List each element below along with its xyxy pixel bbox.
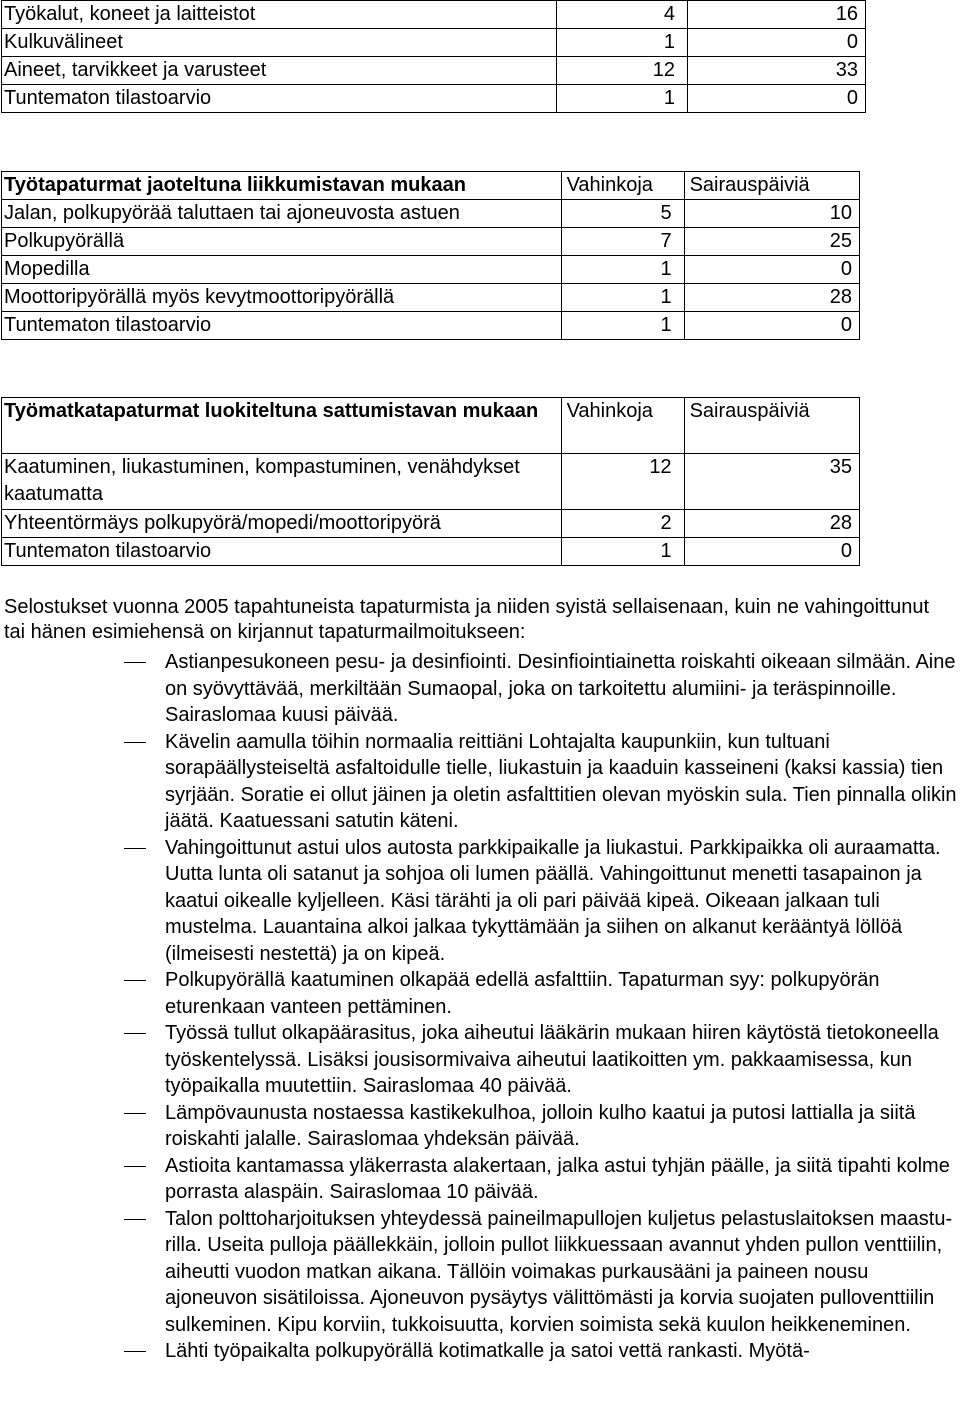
list-item-text: Lämpövaunusta nostaessa kastikekulhoa, jolloin kulho kaatui ja putosi lattialla ja siitä roiskahti jalalle. Sairaslomaa yhdeksän päivää.: [165, 1101, 916, 1150]
column-header-sick-days: Sairauspäiviä: [684, 172, 859, 200]
movement-accident-table: [1, 171, 860, 340]
injuries-value: 12: [561, 454, 684, 510]
accident-descriptions-list: [0, 649, 960, 1365]
dash-bullet: [124, 662, 146, 663]
row-label: Mopedilla: [2, 256, 562, 284]
list-item-text: Astianpesukoneen pesu- ja desinfiointi. Desinfiointiainetta roiskahti oikeaan silmään. Aine on syövyttävää, merkiltään Sumaopal, joka on tarkoitettu alumiini- ja teräspinnoille. Sairaslomaa kuusi päivää.: [165, 651, 956, 726]
list-item: [0, 1020, 960, 1100]
dash-bullet: [124, 848, 146, 849]
injuries-value: 1: [561, 256, 684, 284]
row-label: Kaatuminen, liukastuminen, kompastuminen, venähdykset kaatumatta: [2, 454, 562, 510]
table-row: [2, 454, 860, 510]
row-label: Jalan, polkupyörää taluttaen tai ajoneuvosta astuen: [2, 200, 562, 228]
dash-bullet: [124, 980, 146, 981]
injuries-value: 12: [557, 57, 688, 85]
table-row: [2, 256, 860, 284]
table-row: [2, 284, 860, 312]
sick-days-value: 10: [684, 200, 859, 228]
sick-days-value: 35: [684, 454, 859, 510]
list-item: [0, 1100, 960, 1153]
sick-days-value: 0: [684, 256, 859, 284]
row-label: Tuntematon tilastoarvio: [2, 312, 562, 340]
injuries-value: 1: [561, 284, 684, 312]
sick-days-value: 28: [684, 284, 859, 312]
row-label: Moottoripyörällä myös kevytmoottoripyörällä: [2, 284, 562, 312]
row-label: Kulkuvälineet: [2, 29, 557, 57]
descriptions-intro: Selostukset vuonna 2005 tapahtuneista tapaturmista ja niiden syistä sellaisenaan, kuin ne vahingoittunut tai hänen esimiehensä on kirjannut tapaturmailmoitukseen:: [4, 596, 930, 643]
list-item: [0, 1338, 960, 1365]
list-item: [0, 1153, 960, 1206]
dash-bullet: [124, 742, 146, 743]
row-label: Polkupyörällä: [2, 228, 562, 256]
commute-accident-table: [1, 397, 860, 566]
list-item: [0, 967, 960, 1020]
tools-accident-table: [1, 0, 866, 113]
sick-days-value: 0: [684, 312, 859, 340]
injuries-value: 1: [557, 29, 688, 57]
injuries-value: 7: [561, 228, 684, 256]
list-item-text: Talon polttoharjoituksen yhteydessä paineilmapullojen kuljetus pelastuslaitoksen maasturilla. Useita pulloja päällekkäin, jolloin pullot liikkuessaan avannut yhden pullon venttiilin, aiheutti vuodon matkan aikana. Tällöin voimakas purkausääni ja paineen nousu ajoneuvon sisätiloissa. Ajoneuvon pysäytys välittömästi ja korvia suojaten pulloventtiilin sulkeminen. Kipu korviin, tukkoisuutta, korvien soimista sekä kuulon heikkeneminen.: [165, 1207, 953, 1336]
dash-bullet: [124, 1033, 146, 1034]
row-label: Yhteentörmäys polkupyörä/mopedi/moottoripyörä: [2, 510, 562, 538]
sick-days-value: 28: [684, 510, 859, 538]
injuries-value: 5: [561, 200, 684, 228]
list-item: [0, 1206, 960, 1339]
injuries-value: 2: [561, 510, 684, 538]
list-item-text: Työssä tullut olkapäärasitus, joka aiheutui lääkärin mukaan hiiren käytöstä tietokoneella työskentelyssä. Lisäksi jousisormivaiva aiheutui laatikoitten ym. pakkaamisessa, kun työpaikalla muutettiin. Sairaslomaa 40 päivää.: [165, 1022, 939, 1097]
table-header-row: [2, 172, 860, 200]
sick-days-value: 0: [688, 85, 866, 113]
dash-bullet: [124, 1219, 146, 1220]
list-item-text: Polkupyörällä kaatuminen olkapää edellä asfalttiin. Tapaturman syy: polkupyörän eturenkaan vanteen pettäminen.: [165, 969, 880, 1018]
row-label: Työkalut, koneet ja laitteistot: [2, 1, 557, 29]
table-row: [2, 538, 860, 566]
table-row: [2, 312, 860, 340]
table-row: [2, 29, 866, 57]
dash-bullet: [124, 1113, 146, 1114]
row-label: Tuntematon tilastoarvio: [2, 538, 562, 566]
table-title: Työtapaturmat jaoteltuna liikkumistavan mukaan: [2, 172, 562, 200]
column-header-injuries: Vahinkoja: [561, 398, 684, 454]
list-item: [0, 835, 960, 968]
table-title: Työmatkatapaturmat luokiteltuna sattumistavan mukaan: [2, 398, 562, 454]
table-row: [2, 1, 866, 29]
sick-days-value: 25: [684, 228, 859, 256]
list-item-text: Lähti työpaikalta polkupyörällä kotimatkalle ja satoi vettä rankasti. Myötä-: [165, 1340, 810, 1362]
injuries-value: 4: [557, 1, 688, 29]
table-row: [2, 510, 860, 538]
table-row: [2, 200, 860, 228]
list-item-text: Vahingoittunut astui ulos autosta parkkipaikalle ja liukastui. Parkkipaikka oli auraamatta. Uutta lunta oli satanut ja sohjoa oli lumen päällä. Vahingoittunut menetti tasapainon ja kaatui oikealle kyljelleen. Käsi tärähti ja oli pari päivää kipeä. Oikeaan jalkaan tuli mustelma. Lauantaina alkoi jalkaa tykyttämään ja siihen on alkanut kerääntyä löllöä (ilmeisesti nestettä) ja on kipeä.: [165, 836, 941, 965]
list-item: [0, 729, 960, 835]
list-item: [0, 649, 960, 729]
row-label: Tuntematon tilastoarvio: [2, 85, 557, 113]
column-header-sick-days: Sairauspäiviä: [684, 398, 859, 454]
table-row: [2, 57, 866, 85]
dash-bullet: [124, 1166, 146, 1167]
injuries-value: 1: [561, 538, 684, 566]
table-row: [2, 85, 866, 113]
dash-bullet: [124, 1351, 146, 1352]
table-row: [2, 228, 860, 256]
row-label: Aineet, tarvikkeet ja varusteet: [2, 57, 557, 85]
list-item-text: Astioita kantamassa yläkerrasta alakertaan, jalka astui tyhjän päälle, ja siitä tipahti kolme porrasta alaspäin. Sairaslomaa 10 päivää.: [165, 1154, 950, 1203]
sick-days-value: 0: [684, 538, 859, 566]
sick-days-value: 0: [688, 29, 866, 57]
table-header-row: [2, 398, 860, 454]
sick-days-value: 33: [688, 57, 866, 85]
column-header-injuries: Vahinkoja: [561, 172, 684, 200]
injuries-value: 1: [557, 85, 688, 113]
list-item-text: Kävelin aamulla töihin normaalia reittiäni Lohtajalta kaupunkiin, kun tultuani sorapäällysteiseltä asfaltoidulle tielle, liukastuin ja kaaduin kasseineni (kaksi kassia) tien syrjään. Soratie ei ollut jäinen ja oletin asfalttitien olevan myöskin sula. Tien pinnalla olikin jäätä. Kaatuessani satutin käteni.: [165, 730, 957, 832]
sick-days-value: 16: [688, 1, 866, 29]
injuries-value: 1: [561, 312, 684, 340]
